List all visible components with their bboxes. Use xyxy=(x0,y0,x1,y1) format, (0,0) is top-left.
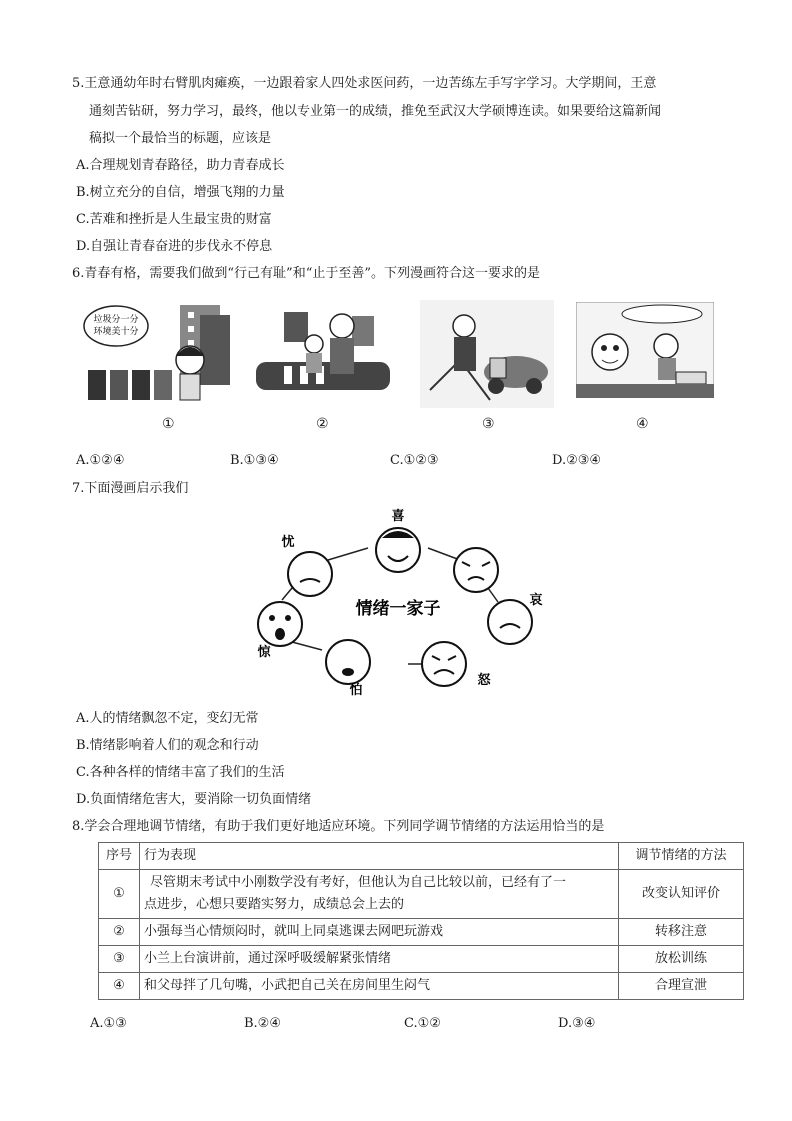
face-worry xyxy=(288,552,332,596)
q8-option-c[interactable]: C.①② xyxy=(404,1016,441,1031)
row-behavior: 小兰上台演讲前，通过深呼吸缓解紧张情绪 xyxy=(140,946,619,973)
q8-table xyxy=(98,842,744,1000)
row-number: ① xyxy=(99,870,140,919)
row-behavior: 和父母拌了几句嘴，小武把自己关在房间里生闷气 xyxy=(140,973,619,1000)
q5-stem-line-1: 5.王意通幼年时右臂肌肉瘫痪，一边跟着家人四处求医问药，一边苦练左手写字学习。大学期间，王意 xyxy=(72,76,657,91)
q6-option-b[interactable]: B.①③④ xyxy=(230,453,279,468)
q8-table-header xyxy=(99,843,744,870)
header-behavior: 行为表现 xyxy=(140,843,619,870)
q8-option-a[interactable]: A.①③ xyxy=(90,1016,127,1031)
q5-option-b[interactable]: B.树立充分的自信，增强飞翔的力量 xyxy=(76,185,285,200)
row-behavior xyxy=(140,870,619,919)
q7-option-c[interactable]: C.各种各样的情绪丰富了我们的生活 xyxy=(76,765,285,780)
bubble-line-2: 环境美十分 xyxy=(93,327,139,337)
row-method: 改变认知评价 xyxy=(619,870,744,919)
emotion-label-worry: 忧 xyxy=(281,535,295,550)
face-joy xyxy=(376,528,420,572)
emotion-family-cartoon xyxy=(248,506,548,698)
emotion-family-title: 情绪一家子 xyxy=(355,599,441,619)
cartoon-1-garbage-sorting xyxy=(80,300,240,410)
face-fear xyxy=(326,640,370,684)
cartoon-2-crossing-street xyxy=(256,300,390,392)
q6-caption-2: ② xyxy=(316,416,329,432)
face-anger xyxy=(454,548,498,592)
q5-stem-line-3: 稿拟一个最恰当的标题，应该是 xyxy=(89,131,272,146)
emotion-label-anger: 怒 xyxy=(477,673,491,688)
q6-option-c[interactable]: C.①②③ xyxy=(390,453,439,468)
row-number: ③ xyxy=(99,946,140,973)
cartoon-3-littering-driver xyxy=(420,300,554,408)
q8-option-d[interactable]: D.③④ xyxy=(558,1016,596,1031)
table-row xyxy=(99,946,744,973)
q6-option-d[interactable]: D.②③④ xyxy=(552,453,602,468)
table-row xyxy=(99,870,744,919)
q7-option-a[interactable]: A.人的情绪飘忽不定，变幻无常 xyxy=(76,711,259,726)
row-behavior-line-2: 点进步，心想只要踏实努力，成绩总会上去的 xyxy=(144,897,405,912)
q7-stem: 7.下面漫画启示我们 xyxy=(72,481,189,496)
q8-stem: 8.学会合理地调节情绪，有助于我们更好地适应环境。下列同学调节情绪的方法运用恰当的是 xyxy=(72,819,605,834)
header-number: 序号 xyxy=(99,843,140,870)
face-surprise xyxy=(258,602,302,646)
bubble-line-1: 垃圾分一分 xyxy=(93,315,139,325)
emotion-label-fear: 怕 xyxy=(349,683,363,698)
table-row xyxy=(99,919,744,946)
cartoon-4-protecting-grass xyxy=(576,302,714,398)
row-method: 转移注意 xyxy=(619,919,744,946)
q5-stem-line-2: 通刻苦钻研，努力学习，最终，他以专业第一的成绩，推免至武汉大学硕博连读。如果要给这篇新闻 xyxy=(89,104,662,119)
emotion-label-sorrow: 哀 xyxy=(529,593,543,608)
q5-option-c[interactable]: C.苦难和挫折是人生最宝贵的财富 xyxy=(76,212,272,227)
row-behavior: 小强每当心情烦闷时，就叫上同桌逃课去网吧玩游戏 xyxy=(140,919,619,946)
row-number: ② xyxy=(99,919,140,946)
emotion-label-surprise: 惊 xyxy=(257,645,271,660)
emotion-label-joy: 喜 xyxy=(391,509,405,524)
row-method: 放松训练 xyxy=(619,946,744,973)
q6-caption-3: ③ xyxy=(482,416,495,432)
q6-stem: 6.青春有格，需要我们做到“行己有耻”和“止于至善”。下列漫画符合这一要求的是 xyxy=(72,266,540,281)
q7-option-d[interactable]: D.负面情绪危害大，要消除一切负面情绪 xyxy=(76,792,312,807)
q7-option-b[interactable]: B.情绪影响着人们的观念和行动 xyxy=(76,738,259,753)
face-rage xyxy=(422,642,466,686)
row-number: ④ xyxy=(99,973,140,1000)
row-behavior-line-1: 尽管期末考试中小刚数学没有考好，但他认为自己比较以前，已经有了一 xyxy=(150,875,567,890)
q6-caption-1: ① xyxy=(162,416,175,432)
q5-option-a[interactable]: A.合理规划青春路径，助力青春成长 xyxy=(76,158,285,173)
table-row xyxy=(99,973,744,1000)
q6-caption-4: ④ xyxy=(636,416,649,432)
q5-option-d[interactable]: D.自强让青春奋进的步伐永不停息 xyxy=(76,239,273,254)
face-sorrow xyxy=(488,600,532,644)
header-method: 调节情绪的方法 xyxy=(619,843,744,870)
row-method: 合理宣泄 xyxy=(619,973,744,1000)
q8-option-b[interactable]: B.②④ xyxy=(244,1016,281,1031)
q6-option-a[interactable]: A.①②④ xyxy=(76,453,125,468)
